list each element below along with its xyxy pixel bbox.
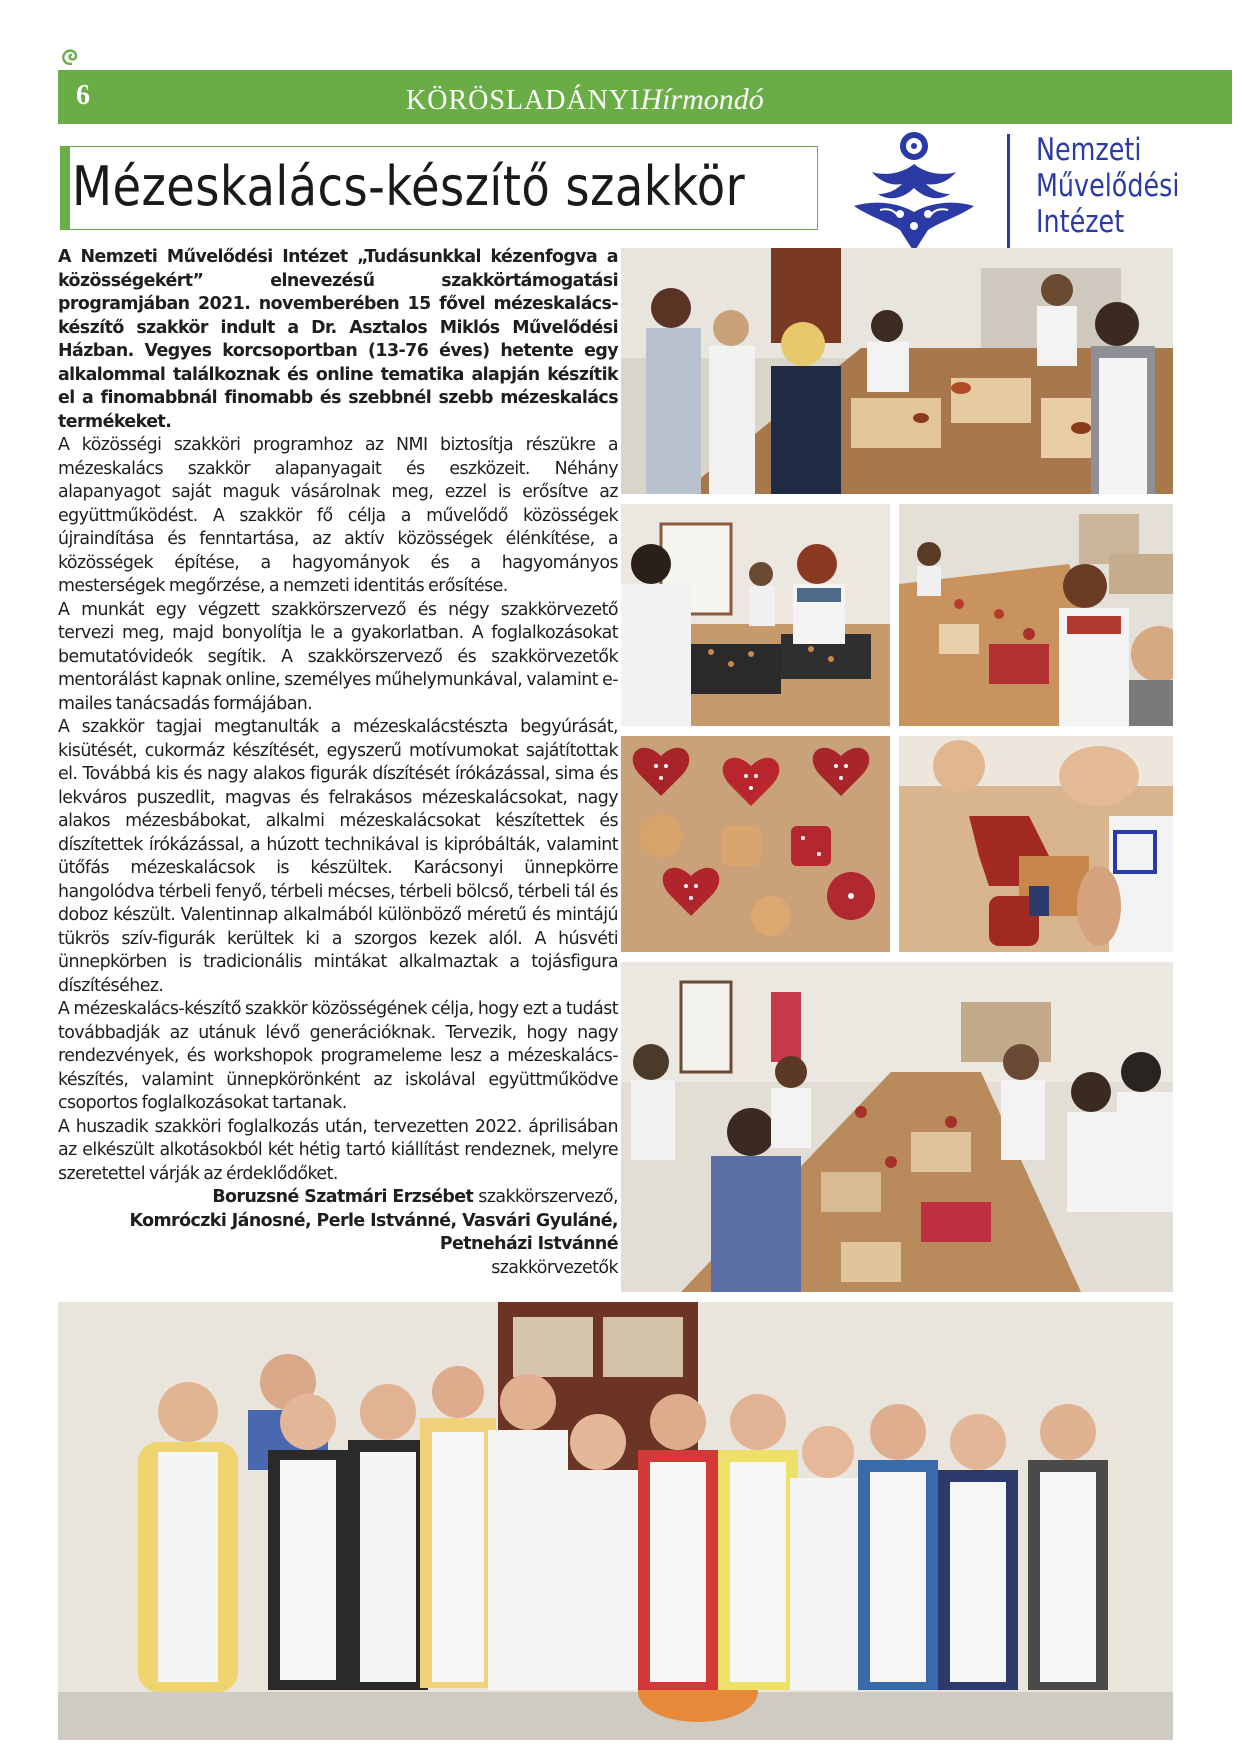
masthead-caps: KÖRÖSLADÁNYI [406,85,641,116]
article-paragraph: A huszadik szakköri foglalkozás után, tervezetten 2022. áprilisában az elkészült alkotásokból két hétig tartó kiállítást rendeznek, melyre szeretettel várják az érdeklődőket. [58,1116,618,1184]
article-lead: A Nemzeti Művelődési Intézet „Tudásunkkal kézenfogva a közösségekért” elnevezésű szakkörtámogatási programjában 2021. novemberében 15 fővel mézeskalács-készítő szakkör indult a Dr. Asztalos Miklós Művelődési Házban. Vegyes korcsoportban (13-76 éves) hetente egy alkalommal találkoznak és online tematika alapján készítik el a finomabbnál finomabb és szebbnél szebb mézeskalács termékeket. [58,247,618,432]
masthead [406,83,764,117]
photo-gingerbread-cookies [621,736,890,952]
logo-line-3: Intézet [1036,204,1125,240]
signature-organizer [58,1186,618,1210]
article-paragraph: A szakkör tagjai megtanulták a mézeskalácstészta begyúrását, kisütését, cukormáz készítését, egyszerű motívumokat sajátítottak el. Továbbá kis és nagy alakos figurák díszítését írókázással, sima és lekváros puszedlit, magvas és felrakásos mézeskalácsokat, nagy alakos mézesbábokat, alkalmi mézeskalácsokat készítettek és díszítettek írókázással, a húzott technikával is kipróbálták, valamint ütőfás mézeskalácsok is készültek. Karácsonyi ünnepkörre hangolódva térbeli fenyő, térbeli mécses, térbeli bölcső, térbeli tál és doboz készült. Valentinnap alkalmából különböző méretű és mintájú tükrös szív-figurák kerültek ki a szorgos kezek alól. A húsvéti ünnepkörben is tradicionális mintákat alkalmaztak a tojásfigura díszítéséhez. [58,717,618,996]
logo-divider [1007,134,1010,266]
leaders-names: Komróczki Jánosné, Perle Istvánné, Vasvári Gyuláné, Petneházi Istvánné [129,1210,618,1254]
photo-icing-closeup [899,736,1173,952]
masthead-script: Hírmondó [640,83,764,116]
organizer-name: Boruzsné Szatmári Erzsébet [212,1187,474,1207]
photo-workshop-table [621,248,1173,494]
photo-group [58,1302,1173,1740]
article-paragraph: A közösségi szakköri programhoz az NMI biztosítja részükre a mézeskalács szakkör alapanyagait és eszközeit. Néhány alapanyagot saját maguk vásárolnak meg, ezzel is erősítve az együttműködést. A szakkör fő célja a művelődő közösségek újraindítása és fenntartása, az aktív közösségek élénkítése, a közösségek építése, a hagyományok és a hagyományos mesterségek megőrzése, a nemzeti identitás erősítése. [58,435,618,596]
logo-line-1: Nemzeti [1036,132,1142,168]
swirl-ornament-icon [58,44,84,68]
page-number: 6 [76,80,90,111]
organizer-role: szakkörszervező, [473,1187,618,1207]
article-paragraph: A mézeskalács-készítő szakkör közösségének célja, hogy ezt a tudást továbbadják az utánuk lévő generációknak. Tervezik, hogy nagy rendezvények, és workshopok programeleme lesz a mézeskalács-készítés, valamint ünnepkörönként az iskolával együttműködve csoportos foglalkozásokat tartanak. [58,999,618,1113]
article-body [58,246,618,1280]
nmi-emblem-icon [844,130,984,260]
nmi-logo-text [1036,132,1179,240]
logo-line-2: Művelődési [1036,168,1180,204]
photo-workshop-room [621,962,1173,1292]
leaders-role: szakkörvezetők [491,1257,618,1278]
photo-decorating-table [899,504,1173,726]
article-title: Mézeskalács-készítő szakkör [72,155,746,218]
article-paragraph: A munkát egy végzett szakkörszervező és négy szakkörvezető tervezi meg, majd bonyolítja le a gyakorlatban. A foglalkozásokat bemutatóvideók segítik. A szakkörszervező és szakkörvezetők mentorálást kapnak online, személyes műhelymunkával, valamint e-mailes tanácsadás formájában. [58,599,618,714]
signature-leaders [58,1210,618,1257]
photo-baking-trays [621,504,890,726]
